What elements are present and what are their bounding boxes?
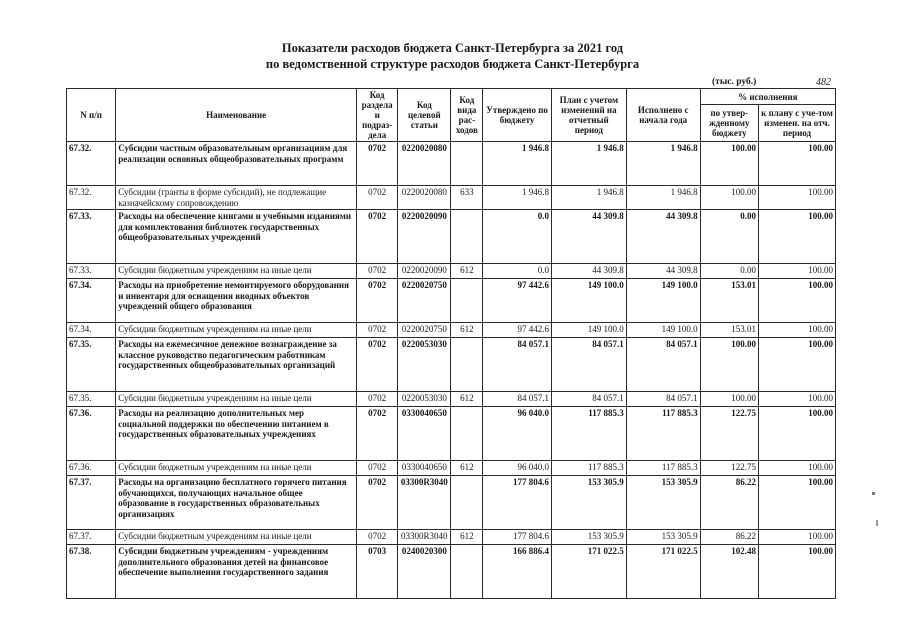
cell-kind-code xyxy=(451,476,483,530)
table-row xyxy=(67,392,836,407)
cell-percent-approved: 153.01 xyxy=(700,279,758,323)
cell-plan: 149 100.0 xyxy=(551,279,626,323)
cell-plan: 44 309.8 xyxy=(551,210,626,264)
cell-percent-approved: 122.75 xyxy=(700,407,758,461)
cell-kind-code xyxy=(451,142,483,186)
cell-approved: 84 057.1 xyxy=(483,338,552,392)
table-row xyxy=(67,264,836,279)
cell-percent-plan: 100.00 xyxy=(759,323,836,338)
cell-approved: 96 040.0 xyxy=(483,407,552,461)
cell-approved: 177 804.6 xyxy=(483,530,552,545)
cell-section-code: 0703 xyxy=(357,545,398,599)
header-num: N п/п xyxy=(67,89,116,142)
header-approved: Утверждено по бюджету xyxy=(483,89,552,142)
cell-name: Субсидии бюджетным учреждениям на иные цели xyxy=(116,392,357,407)
table-row xyxy=(67,279,836,323)
cell-number: 67.35. xyxy=(67,338,116,392)
cell-plan: 153 305.9 xyxy=(551,476,626,530)
cell-percent-plan: 100.00 xyxy=(759,545,836,599)
cell-number: 67.35. xyxy=(67,392,116,407)
cell-percent-plan: 100.00 xyxy=(759,338,836,392)
scan-mark xyxy=(876,520,878,526)
cell-name: Расходы на приобретение немонтируемого оборудования и инвентаря для оснащения вводных объектов учреждений общего образования xyxy=(116,279,357,323)
cell-section-code: 0702 xyxy=(357,186,398,210)
cell-target-code: 03300R3040 xyxy=(398,476,451,530)
cell-executed: 1 946.8 xyxy=(626,142,700,186)
cell-target-code: 0220020750 xyxy=(398,323,451,338)
cell-name: Субсидии частным образовательным организациям для реализации основных общеобразовательных программ xyxy=(116,142,357,186)
cell-kind-code xyxy=(451,545,483,599)
cell-plan: 149 100.0 xyxy=(551,323,626,338)
cell-section-code: 0702 xyxy=(357,210,398,264)
cell-name: Субсидии (гранты в форме субсидий), не подлежащие казначейскому сопровождению xyxy=(116,186,357,210)
cell-number: 67.33. xyxy=(67,210,116,264)
cell-plan: 153 305.9 xyxy=(551,530,626,545)
cell-name: Субсидии бюджетным учреждениям - учреждениям дополнительного образования детей на финансовое обеспечение выполнения государственного задания xyxy=(116,545,357,599)
cell-executed: 149 100.0 xyxy=(626,279,700,323)
cell-name: Расходы на ежемесячное денежное вознаграждение за классное руководство педагогическим работникам государственных общеобразовательных организаций xyxy=(116,338,357,392)
cell-percent-plan: 100.00 xyxy=(759,279,836,323)
cell-executed: 1 946.8 xyxy=(626,186,700,210)
cell-approved: 177 804.6 xyxy=(483,476,552,530)
cell-executed: 149 100.0 xyxy=(626,323,700,338)
cell-percent-plan: 100.00 xyxy=(759,264,836,279)
header-percent-plan: к плану с уче-том изменен. на отч. период xyxy=(759,105,836,142)
cell-kind-code xyxy=(451,279,483,323)
cell-name: Расходы на реализацию дополнительных мер социальной поддержки по обеспечению питанием в государственных образовательных учреждениях xyxy=(116,407,357,461)
cell-plan: 1 946.8 xyxy=(551,142,626,186)
header-percent-approved: по утвер-жденному бюджету xyxy=(700,105,758,142)
table-row xyxy=(67,407,836,461)
cell-section-code: 0702 xyxy=(357,407,398,461)
cell-percent-approved: 100.00 xyxy=(700,142,758,186)
table-row xyxy=(67,461,836,476)
cell-section-code: 0702 xyxy=(357,530,398,545)
cell-approved: 97 442.6 xyxy=(483,279,552,323)
cell-executed: 117 885.3 xyxy=(626,407,700,461)
cell-name: Субсидии бюджетным учреждениям на иные цели xyxy=(116,264,357,279)
document-title-line-2: по ведомственной структуре расходов бюджета Санкт-Петербурга xyxy=(265,57,640,71)
cell-target-code: 0330040650 xyxy=(398,461,451,476)
header-plan: План с учетом изменений на отчетный период xyxy=(551,89,626,142)
cell-number: 67.33. xyxy=(67,264,116,279)
cell-percent-approved: 153.01 xyxy=(700,323,758,338)
cell-executed: 44 309.8 xyxy=(626,264,700,279)
cell-name: Субсидии бюджетным учреждениям на иные цели xyxy=(116,323,357,338)
cell-section-code: 0702 xyxy=(357,142,398,186)
table-row xyxy=(67,338,836,392)
cell-target-code: 0220053030 xyxy=(398,392,451,407)
cell-kind-code: 612 xyxy=(451,461,483,476)
table-row xyxy=(67,476,836,530)
cell-number: 67.36. xyxy=(67,461,116,476)
cell-plan: 84 057.1 xyxy=(551,392,626,407)
cell-section-code: 0702 xyxy=(357,264,398,279)
cell-percent-approved: 0.00 xyxy=(700,264,758,279)
cell-target-code: 03300R3040 xyxy=(398,530,451,545)
cell-section-code: 0702 xyxy=(357,461,398,476)
cell-percent-plan: 100.00 xyxy=(759,407,836,461)
header-target-code: Код целевой статьи xyxy=(398,89,451,142)
cell-percent-plan: 100.00 xyxy=(759,210,836,264)
cell-kind-code: 633 xyxy=(451,186,483,210)
header-executed: Исполнено с начала года xyxy=(626,89,700,142)
cell-number: 67.37. xyxy=(67,530,116,545)
cell-percent-plan: 100.00 xyxy=(759,461,836,476)
units-label: (тыс. руб.) xyxy=(712,77,757,87)
cell-number: 67.34. xyxy=(67,279,116,323)
header-kind-code: Код вида рас-ходов xyxy=(451,89,483,142)
cell-name: Субсидии бюджетным учреждениям на иные цели xyxy=(116,530,357,545)
cell-number: 67.32. xyxy=(67,186,116,210)
cell-executed: 84 057.1 xyxy=(626,338,700,392)
cell-percent-plan: 100.00 xyxy=(759,392,836,407)
table-row xyxy=(67,545,836,599)
document-title-line-1: Показатели расходов бюджета Санкт-Петербурга за 2021 год xyxy=(281,41,624,55)
cell-number: 67.37. xyxy=(67,476,116,530)
cell-percent-approved: 100.00 xyxy=(700,392,758,407)
cell-percent-approved: 100.00 xyxy=(700,186,758,210)
cell-percent-approved: 0.00 xyxy=(700,210,758,264)
cell-plan: 44 309.8 xyxy=(551,264,626,279)
cell-percent-plan: 100.00 xyxy=(759,530,836,545)
cell-plan: 1 946.8 xyxy=(551,186,626,210)
header-percent-group: % исполнения xyxy=(700,89,835,105)
cell-number: 67.32. xyxy=(67,142,116,186)
cell-kind-code xyxy=(451,338,483,392)
cell-kind-code xyxy=(451,210,483,264)
cell-approved: 0.0 xyxy=(483,210,552,264)
table-row xyxy=(67,210,836,264)
cell-percent-approved: 122.75 xyxy=(700,461,758,476)
cell-approved: 1 946.8 xyxy=(483,186,552,210)
cell-percent-plan: 100.00 xyxy=(759,142,836,186)
table-row xyxy=(67,142,836,186)
cell-target-code: 0220020080 xyxy=(398,142,451,186)
cell-target-code: 0330040650 xyxy=(398,407,451,461)
cell-target-code: 0240020300 xyxy=(398,545,451,599)
cell-percent-approved: 86.22 xyxy=(700,476,758,530)
header-section-code: Код раздела и подраз-дела xyxy=(357,89,398,142)
header-name: Наименование xyxy=(116,89,357,142)
cell-number: 67.34. xyxy=(67,323,116,338)
cell-executed: 44 309.8 xyxy=(626,210,700,264)
cell-kind-code: 612 xyxy=(451,530,483,545)
cell-section-code: 0702 xyxy=(357,279,398,323)
cell-percent-plan: 100.00 xyxy=(759,186,836,210)
cell-executed: 153 305.9 xyxy=(626,530,700,545)
cell-name: Расходы на организацию бесплатного горячего питания обучающихся, получающих начальное общее образование в государственных образовательных организациях xyxy=(116,476,357,530)
cell-approved: 166 886.4 xyxy=(483,545,552,599)
cell-target-code: 0220020750 xyxy=(398,279,451,323)
page-number: 482 xyxy=(816,77,831,88)
cell-executed: 171 022.5 xyxy=(626,545,700,599)
cell-kind-code xyxy=(451,407,483,461)
table-row xyxy=(67,530,836,545)
cell-percent-approved: 100.00 xyxy=(700,338,758,392)
cell-section-code: 0702 xyxy=(357,392,398,407)
cell-kind-code: 612 xyxy=(451,264,483,279)
cell-executed: 117 885.3 xyxy=(626,461,700,476)
expenditure-table xyxy=(66,88,836,599)
cell-target-code: 0220053030 xyxy=(398,338,451,392)
cell-name: Расходы на обеспечение книгами и учебными изданиями для комплектования библиотек государственных общеобразовательных учреждений xyxy=(116,210,357,264)
cell-approved: 84 057.1 xyxy=(483,392,552,407)
table-body xyxy=(67,142,836,599)
cell-number: 67.36. xyxy=(67,407,116,461)
cell-percent-plan: 100.00 xyxy=(759,476,836,530)
cell-plan: 84 057.1 xyxy=(551,338,626,392)
cell-kind-code: 612 xyxy=(451,323,483,338)
cell-approved: 97 442.6 xyxy=(483,323,552,338)
cell-target-code: 0220020090 xyxy=(398,264,451,279)
cell-approved: 0.0 xyxy=(483,264,552,279)
table-row xyxy=(67,323,836,338)
cell-section-code: 0702 xyxy=(357,476,398,530)
cell-target-code: 0220020080 xyxy=(398,186,451,210)
cell-plan: 117 885.3 xyxy=(551,407,626,461)
cell-percent-approved: 102.48 xyxy=(700,545,758,599)
cell-plan: 171 022.5 xyxy=(551,545,626,599)
cell-section-code: 0702 xyxy=(357,323,398,338)
cell-approved: 1 946.8 xyxy=(483,142,552,186)
cell-number: 67.38. xyxy=(67,545,116,599)
scan-mark xyxy=(872,492,875,495)
cell-executed: 153 305.9 xyxy=(626,476,700,530)
cell-section-code: 0702 xyxy=(357,338,398,392)
cell-name: Субсидии бюджетным учреждениям на иные цели xyxy=(116,461,357,476)
table-row xyxy=(67,186,836,210)
cell-kind-code: 612 xyxy=(451,392,483,407)
cell-target-code: 0220020090 xyxy=(398,210,451,264)
cell-executed: 84 057.1 xyxy=(626,392,700,407)
cell-plan: 117 885.3 xyxy=(551,461,626,476)
cell-percent-approved: 86.22 xyxy=(700,530,758,545)
cell-approved: 96 040.0 xyxy=(483,461,552,476)
